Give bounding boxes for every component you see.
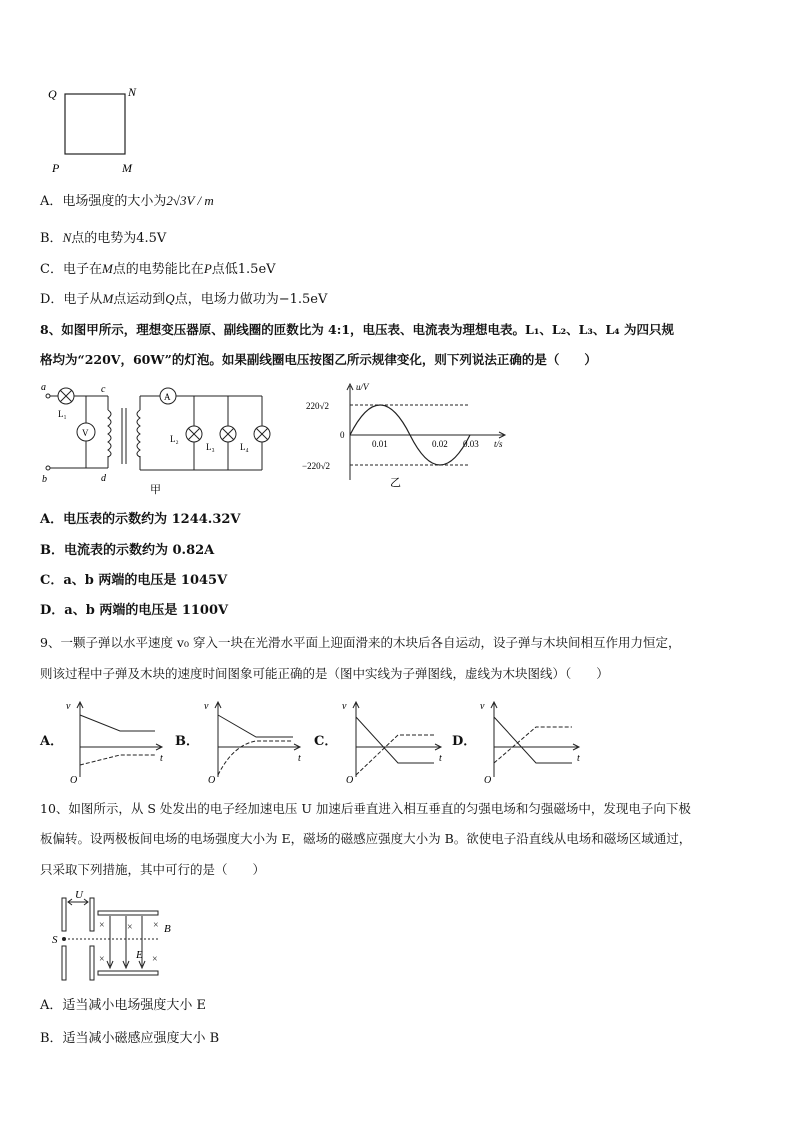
svg-text:×: × [152,954,158,965]
svg-text:v: v [66,701,71,712]
label-q: Q [48,87,57,101]
graph-t1: 0.01 [372,439,388,449]
terminal-c: c [101,384,106,395]
q10-stem-line1: 10、如图所示，从 S 处发出的电子经加速电压 U 加速后垂直进入相互垂直的匀强电场和匀强磁场中，发现电子向下极 [40,801,691,816]
terminal-a: a [41,382,46,393]
svg-text:×: × [153,920,159,931]
label-m: M [122,161,132,175]
svg-text:v: v [342,701,347,712]
q9-option-d-label[interactable]: D． [452,734,477,749]
q9-option-c-label[interactable]: C． [314,734,338,749]
svg-text:×: × [127,922,133,933]
svg-text:t: t [439,753,442,764]
graph-zero: 0 [340,430,345,440]
q7-option-c[interactable]: C．电子在M点的电势能比在P点低1.5eV [40,261,276,277]
voltage-time-graph [300,380,520,490]
svg-text:O: O [70,775,78,785]
q9-graph-a [60,697,170,785]
graph-caption: 乙 [390,477,401,489]
voltmeter-label: V [82,428,89,438]
lamp-l4-label: L₄ [240,442,249,452]
ammeter-label: A [164,392,171,402]
label-u: U [75,889,83,901]
circuit-caption: 甲 [150,484,161,496]
svg-text:×: × [99,920,105,931]
q7-option-d[interactable]: D．电子从M点运动到Q点，电场力做功为−1.5eV [40,291,328,307]
graph-ymax: 220√2 [306,401,329,411]
q8-option-c[interactable]: C．a、b 两端的电压是 1045V [40,573,228,588]
q9-option-a-label[interactable]: A． [40,734,64,749]
q9-option-b-label[interactable]: B． [175,734,199,749]
svg-text:O: O [208,775,216,785]
svg-text:t: t [298,753,301,764]
label-s: S [52,934,58,946]
q8-option-d[interactable]: D．a、b 两端的电压是 1100V [40,603,229,618]
svg-text:O: O [346,775,354,785]
q8-option-a[interactable]: A．电压表的示数约为 1244.32V [40,512,241,527]
graph-t3: 0.03 [463,439,479,449]
transformer-circuit [38,380,278,498]
svg-text:×: × [99,954,105,965]
q10-figure [50,888,190,988]
q10-stem-line3: 只采取下列措施，其中可行的是（ ） [40,862,266,877]
terminal-d: d [101,473,106,484]
q7-option-a[interactable]: A．电场强度的大小为2√3V / m [40,193,214,209]
terminal-b: b [42,474,47,485]
q8-stem-line1: 8、如图甲所示，理想变压器原、副线圈的匝数比为 4:1，电压表、电流表为理想电表。L₁、L₂、L₃、L₄ 为四只规 [40,322,674,337]
graph-t2: 0.02 [432,439,448,449]
lamp-l3-label: L₃ [206,442,215,452]
label-n: N [128,85,137,99]
q9-stem-line1: 9、一颗子弹以水平速度 v₀ 穿入一块在光滑水平面上迎面滑来的木块后各自运动，设子弹与木块间相互作用力恒定， [40,635,681,650]
lamp-l1-label: L₁ [58,409,67,419]
q8-stem-line2: 格均为“220V，60W”的灯泡。如果副线圈电压按图乙所示规律变化，则下列说法正确的是（ ） [40,352,597,367]
q10-option-b[interactable]: B．适当减小磁感应强度大小 B [40,1031,220,1046]
svg-text:t: t [577,753,580,764]
graph-ylabel: u/V [356,382,369,392]
q9-graph-b [198,697,308,785]
lamp-l2-label: L₂ [170,434,179,444]
q8-option-b[interactable]: B．电流表的示数约为 0.82A [40,543,215,558]
q7-option-b[interactable]: B．N点的电势为4.5V [40,230,167,246]
label-e: E [136,949,143,961]
q10-option-a[interactable]: A．适当减小电场强度大小 E [40,998,207,1013]
graph-ymin: −220√2 [302,461,331,471]
svg-text:v: v [480,701,485,712]
label-p: P [52,161,60,175]
square-figure [40,80,150,180]
svg-text:O: O [484,775,492,785]
svg-text:v: v [204,701,209,712]
svg-text:t: t [160,753,163,764]
q9-graph-c [336,697,451,785]
q9-stem-line2: 则该过程中子弹及木块的速度时间图象可能正确的是（图中实线为子弹图线，虚线为木块图线）（ ） [40,666,609,681]
label-b: B [164,923,171,935]
graph-xlabel: t/s [494,439,503,449]
q10-stem-line2: 板偏转。设两极板间电场的电场强度大小为 E，磁场的磁感应强度大小为 B。欲使电子沿直线从电场和磁场区域通过， [40,831,692,846]
q9-graph-d [474,697,589,785]
